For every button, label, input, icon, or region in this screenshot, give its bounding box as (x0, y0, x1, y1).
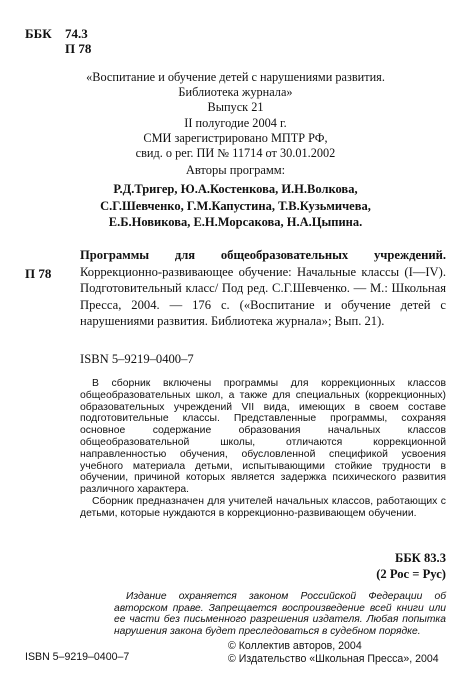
authors-line: Е.Б.Новикова, Е.Н.Морсакова, Н.А.Цыпина. (108, 215, 363, 229)
bbk-label: ББК (25, 26, 52, 41)
authors-line: С.Г.Шевченко, Г.М.Капустина, Т.В.Кузьмичева, (100, 198, 371, 213)
bbk-bottom-code: ББК 83.3 (395, 551, 446, 565)
issue-number: Выпуск 21 (207, 100, 264, 115)
authors-line: Р.Д.Тригер, Ю.А.Костенкова, И.Н.Волкова, (113, 182, 358, 196)
bibliographic-description (80, 247, 446, 330)
issue-period: II полугодие 2004 г. (184, 115, 287, 130)
isbn-main: ISBN 5–9219–0400–7 (80, 352, 194, 366)
book-title: Программы для общеобразовательных учреждений. (80, 248, 446, 262)
copyright-notice (114, 591, 446, 637)
series-line: Библиотека журнала» (178, 85, 293, 100)
biblio-text: Коррекционно-развивающее обучение: Начальные классы (I—IV). Подготовительный класс/ Под ред. С.Г.Шевченко. — М.: Школьная Пресса, 2004. — 176 с. («Воспитание и обучение детей с нарушениями развития. Библиотека журнала»; Вып. 21). (80, 264, 446, 329)
abstract-paragraph: В сборник включены программы для коррекционных классов общеобразовательных школ, а также для специальных (коррекционных) образовательных учреждений VII вида, имеющих в своем составе подготовительные классы. Представленные программы, сохраняя основное содержание образования начальных классов общеобразовательной школы, отличаются коррекционной направленностью обучения, обусловленной спецификой усвоения учебного материала детьми, испытывающими стойкие трудности в обучении, причиной которых является задержка психического развития различного характера. (80, 378, 446, 496)
copyright-notice-text: Издание охраняется законом Российской Федерации об авторском праве. Запрещается воспроизведение всей книги или ее части без письменного разрешения издателя. Любая попытка нарушения закона будет преследоваться в судебном порядке. (114, 591, 446, 637)
certificate-line: свид. о рег. ПИ № 11714 от 30.01.2002 (135, 146, 336, 161)
registration-line: СМИ зарегистрировано МПТР РФ, (143, 130, 328, 145)
bbk-code: 74.3 (65, 26, 88, 41)
biblio-index: П 78 (25, 266, 52, 281)
authors-list (0, 181, 471, 231)
copyright-publisher: © Издательство «Школьная Пресса», 2004 (228, 652, 439, 665)
abstract-paragraph: Сборник предназначен для учителей начальных классов, работающих с детьми, которые нуждаются в коррекционно-развивающем обучении. (80, 495, 446, 519)
authors-title: Авторы программ: (185, 163, 286, 177)
series-line: «Воспитание и обучение детей с нарушениями развития. (86, 70, 385, 84)
copyright-authors: © Коллектив авторов, 2004 (228, 640, 362, 652)
bbk-bottom-note: (2 Рос = Рус) (376, 567, 446, 581)
author-sign-index: П 78 (65, 41, 92, 56)
bbk-bottom-block (340, 550, 446, 582)
abstract (80, 378, 446, 520)
bbk-top-block (25, 26, 91, 56)
isbn-footer: ISBN 5–9219–0400–7 (25, 651, 130, 663)
copyright-block (228, 640, 439, 665)
series-info (0, 70, 471, 161)
